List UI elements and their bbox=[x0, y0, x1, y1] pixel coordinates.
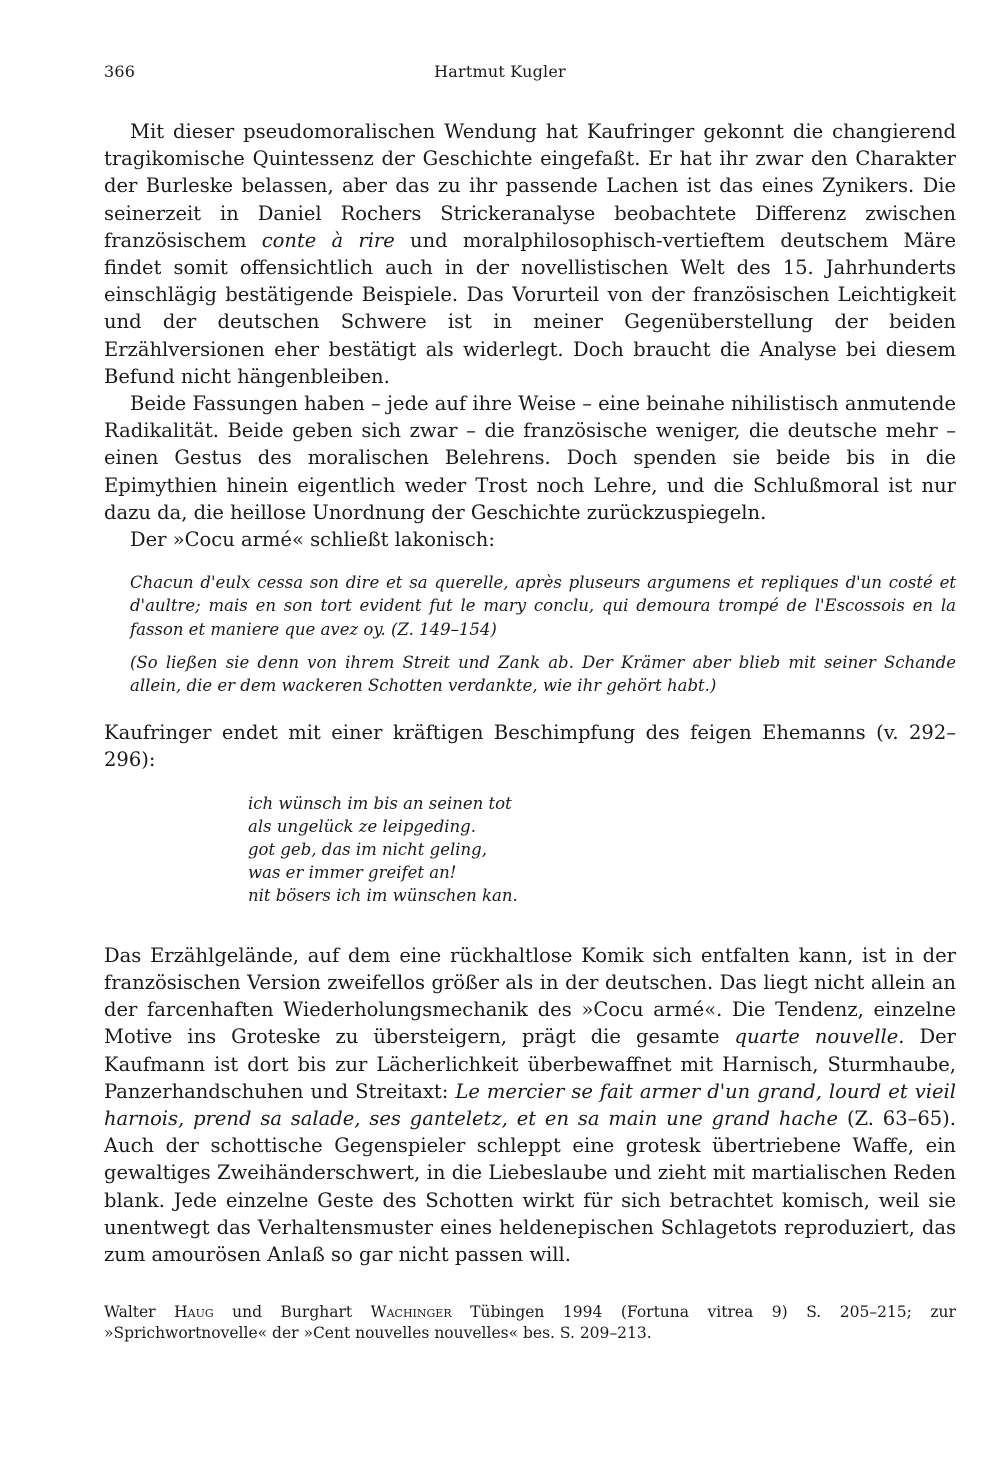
author-name: Haug bbox=[174, 1303, 214, 1321]
quote-translation: (So ließen sie denn von ihrem Streit und Zank ab. Der Krämer aber blieb mit seiner Schande allein, die er dem wackeren Schotten verdankte, wie ihr gehört habt.) bbox=[130, 652, 956, 696]
verse-line: als ungelück ze leipgeding. bbox=[248, 816, 476, 836]
italic-term: conte à rire bbox=[261, 228, 395, 252]
author-name: Wachinger bbox=[370, 1303, 452, 1321]
paragraph-5: Das Erzählgelände, auf dem eine rückhaltlose Komik sich entfalten kann, ist in der französischen Version zweifellos größer als in der deutschen. Das liegt nicht allein an der farcenhaften Wiederholungsmechanik des »Cocu armé«. Die Tendenz, einzelne Motive ins Groteske zu übersteigern, prägt die gesamte quarte nouvelle. Der Kaufmann ist dort bis zur Lächerlichkeit überbewaffnet mit Harnisch, Sturmhaube, Panzerhandschuhen und Streitaxt: Le mercier se fait armer d'un grand, lourd et vieil harnois, prend sa salade, ses ganteletz, et en sa main une grand hache (Z. 63–65). Auch der schottische Gegenspieler schleppt eine grotesk übertriebene Waffe, ein gewaltiges Zweihänderschwert, in die Liebeslaube und zieht mit martialischen Reden blank. Jede einzelne Geste des Schotten wirkt für sich betrachtet komisch, weil sie unentwegt das Verhaltensmuster eines heldenepischen Schlagetots reproduziert, das zum amourösen Anlaß so gar nicht passen will. bbox=[104, 943, 956, 1266]
block-quote bbox=[130, 571, 956, 697]
paragraph-1: Mit dieser pseudomoralischen Wendung hat Kaufringer gekonnt die changierend tragikomische Quintessenz der Geschichte eingefaßt. Er hat ihr zwar den Charakter der Burleske belassen, aber das zu ihr passende Lachen ist das eines Zynikers. Die seinerzeit in Daniel Rochers Strickeranalyse beobachtete Differenz zwischen französischem conte à rire und moralphilosophisch-vertieftem deutschem Märe findet somit offensichtlich auch in der novellistischen Welt des 15. Jahrhunderts einschlägig bestätigende Beispiele. Das Vorurteil von der französischen Leichtigkeit und der deutschen Schwere ist in meiner Gegenüberstellung der beiden Erzählversionen eher bestätigt als widerlegt. Doch braucht die Analyse bei diesem Befund nicht hängenbleiben. bbox=[104, 120, 956, 388]
running-head: Hartmut Kugler bbox=[434, 62, 566, 81]
footnote: Walter Haug und Burghart Wachinger Tübingen 1994 (Fortuna vitrea 9) S. 205–215; zur »Sprichwortnovelle« der »Cent nouvelles nouvelles« bes. S. 209–213. bbox=[104, 1303, 956, 1342]
verse-line: ich wünsch im bis an seinen tot bbox=[248, 793, 512, 813]
paragraph-3: Der »Cocu armé« schließt lakonisch: bbox=[130, 528, 495, 552]
verse-line: nit bösers ich im wünschen kan. bbox=[248, 886, 518, 906]
quote-french: Chacun d'eulx cessa son dire et sa querelle, après pluseurs argumens et repliques d'un costé et d'aultre; mais en son tort evident fut le mary conclu, qui demoura trompé de l'Escossois en la fasson et maniere que avez oy. (Z. 149–154) bbox=[130, 573, 956, 639]
paragraph-2: Beide Fassungen haben – jede auf ihre Weise – eine beinahe nihilistisch anmutende Radikalität. Beide geben sich zwar – die französische weniger, die deutsche mehr – einen Gestus des moralischen Belehrens. Doch spenden sie beide bis in die Epimythien hinein eigentlich weder Trost noch Lehre, und die Schlußmoral ist nur dazu da, die heillose Unordnung der Geschichte zurückzuspiegeln. bbox=[104, 392, 957, 524]
page-number: 366 bbox=[104, 62, 136, 81]
verse-line: was er immer greifet an! bbox=[248, 863, 457, 883]
verse-line: got geb, das im nicht geling, bbox=[248, 840, 487, 860]
main-text bbox=[104, 118, 956, 1268]
paragraph-4: Kaufringer endet mit einer kräftigen Beschimpfung des feigen Ehemanns (v. 292–296): bbox=[104, 721, 956, 772]
verse-quote bbox=[248, 792, 956, 908]
